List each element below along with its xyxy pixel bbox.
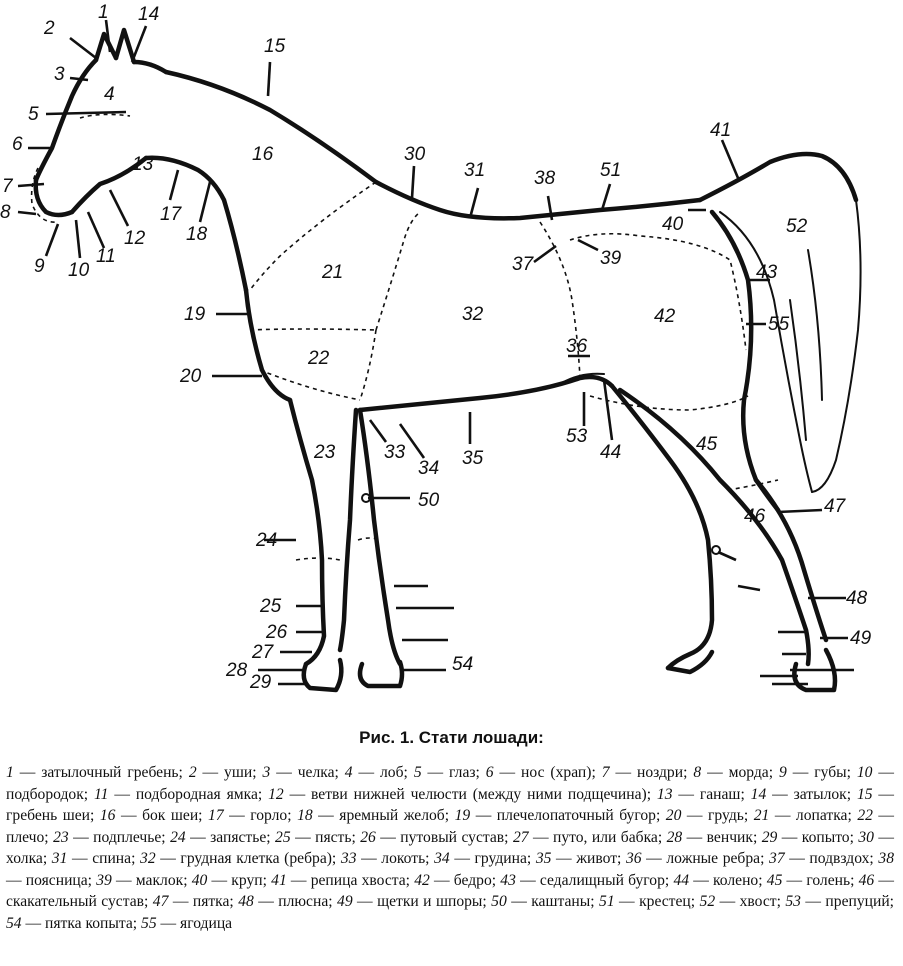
chestnut-marker-hind [712,546,720,554]
region-dividers [32,114,778,560]
legend-term-7: — ноздри; [609,764,694,781]
part-label-28: 28 [226,660,248,681]
part-label-31: 31 [464,160,486,181]
legend-term-9: — губы; [786,764,857,781]
legend-number-16: 16 [99,807,116,824]
legend-term-30: — холка; [6,828,894,867]
part-label-25: 25 [260,596,282,617]
part-label-36: 36 [566,336,588,357]
part-label-55: 55 [768,314,790,335]
legend-term-24: — запястье; [185,828,276,846]
part-label-1: 1 [98,2,109,23]
part-label-5: 5 [28,104,39,125]
legend-term-55: — ягодица [156,914,233,932]
legend-number-4: 4 [344,764,353,781]
legend-number-22: 22 [857,807,873,824]
legend-number-27: 27 [512,828,529,846]
legend-number-31: 31 [51,850,68,867]
legend-term-45: — голень; [782,871,859,889]
part-label-52: 52 [786,216,808,237]
legend-term-29: — копыто; [777,828,859,846]
legend-number-17: 17 [208,807,224,824]
legend-number-46: 46 [858,871,875,889]
legend-term-17: — горло; [223,807,298,824]
legend-number-41: 41 [271,871,287,889]
legend-term-41: — репица хвоста; [286,871,415,889]
legend-number-26: 26 [360,828,376,846]
part-label-10: 10 [68,260,90,281]
legend-term-31: — спина; [67,850,141,867]
part-label-21: 21 [322,262,344,283]
legend-term-47: — пятка; [168,893,239,910]
legend-term-3: — челка; [270,764,345,781]
legend-number-18: 18 [297,807,313,824]
legend-number-50: 50 [491,893,507,910]
legend-number-1: 1 [6,764,14,781]
part-label-13: 13 [132,154,154,175]
part-label-6: 6 [12,134,23,155]
part-label-23: 23 [314,442,336,463]
part-label-54: 54 [452,654,474,675]
legend-term-46: — скакательный сустав; [6,871,895,910]
legend-term-39: — маклок; [111,871,192,889]
legend-number-8: 8 [693,764,702,781]
legend-number-29: 29 [761,828,778,846]
legend-number-30: 30 [858,828,874,846]
legend-number-11: 11 [94,785,109,803]
legend-number-33: 33 [340,850,357,867]
legend-term-13: — ганаш; [672,785,751,803]
legend-term-34: — грудина; [449,850,536,867]
legend-number-10: 10 [856,764,873,781]
legend-number-55: 55 [141,914,157,932]
part-label-30: 30 [404,144,426,165]
legend-number-36: 36 [625,850,642,867]
legend-term-1: — затылочный гребень; [13,764,189,781]
part-label-27: 27 [252,642,274,663]
legend-number-37: 37 [769,850,785,867]
legend-term-10: — подбородок; [6,764,894,803]
legend-number-15: 15 [856,785,873,803]
part-label-24: 24 [256,530,278,551]
legend-number-38: 38 [878,850,894,867]
legend-number-6: 6 [485,764,494,781]
legend-number-51: 51 [599,893,615,910]
legend-term-27: — путо, или бабка; [528,828,667,846]
legend-term-21: — лопатка; [769,807,858,824]
part-label-41: 41 [710,120,732,141]
part-label-43: 43 [756,262,778,283]
part-label-15: 15 [264,36,286,57]
legend-number-54: 54 [6,914,22,932]
legend-number-14: 14 [750,785,767,803]
legend-term-14: — затылок; [766,785,857,803]
legend-number-13: 13 [656,785,673,803]
legend-text [6,762,894,934]
legend-number-25: 25 [275,828,291,846]
part-label-16: 16 [252,144,274,165]
part-label-38: 38 [534,168,556,189]
legend-term-37: — подвздох; [784,850,879,867]
legend-term-19: — плечелопаточный бугор; [470,807,666,824]
legend-term-51: — крестец; [614,893,700,910]
part-label-34: 34 [418,458,440,479]
legend-number-44: 44 [673,871,690,889]
legend-term-15: — гребень шеи; [6,785,895,824]
part-label-39: 39 [600,248,622,269]
legend-term-22: — плечо; [6,807,895,846]
legend-term-25: — пясть; [290,828,361,846]
legend-number-20: 20 [665,807,682,824]
part-label-8: 8 [0,202,11,223]
part-label-12: 12 [124,228,146,249]
legend-term-50: — каштаны; [506,893,600,910]
legend-number-5: 5 [413,764,422,781]
legend-term-32: — грудная клетка (ребра); [155,850,341,867]
legend-number-39: 39 [96,871,112,889]
part-label-40: 40 [662,214,684,235]
legend-term-6: — нос (храп); [493,764,602,781]
part-label-45: 45 [696,434,718,455]
legend-number-45: 45 [766,871,783,889]
legend-term-49: — щетки и шпоры; [352,893,492,910]
legend-term-54: — пятка копыта; [21,914,142,932]
part-label-20: 20 [180,366,202,387]
part-label-53: 53 [566,426,588,447]
part-label-50: 50 [418,490,440,511]
part-label-2: 2 [44,18,55,39]
part-label-35: 35 [462,448,484,469]
part-label-9: 9 [34,256,45,277]
legend-term-44: — колено; [689,871,767,889]
legend-number-19: 19 [454,807,471,824]
legend-number-23: 23 [53,828,69,846]
part-label-46: 46 [744,506,766,527]
legend-number-40: 40 [191,871,208,889]
legend-number-42: 42 [414,871,430,889]
legend-number-2: 2 [188,764,197,781]
legend-number-43: 43 [500,871,516,889]
part-label-37: 37 [512,254,534,275]
part-label-19: 19 [184,304,206,325]
legend-number-48: 48 [238,893,254,910]
legend-term-11: — подбородная ямка; [108,785,269,803]
part-label-26: 26 [266,622,288,643]
part-label-48: 48 [846,588,868,609]
legend-number-49: 49 [337,893,353,910]
legend-term-12: — ветви нижней челюсти (между ними подщечина); [283,785,657,803]
legend-term-18: — яремный желоб; [312,807,455,824]
legend-number-3: 3 [262,764,271,781]
legend-number-35: 35 [535,850,552,867]
legend-number-32: 32 [140,850,156,867]
legend-term-40: — круп; [207,871,272,889]
part-label-32: 32 [462,304,484,325]
legend-term-43: — седалищный бугор; [515,871,674,889]
legend-term-48: — плюсна; [253,893,338,910]
legend-term-35: — живот; [551,850,626,867]
legend-term-5: — глаз; [421,764,486,781]
part-label-14: 14 [138,4,160,25]
legend-term-38: — поясница; [6,871,97,889]
part-label-4: 4 [104,84,115,105]
legend-number-47: 47 [152,893,169,910]
part-label-7: 7 [2,176,13,197]
horse-outline [36,30,861,690]
part-label-47: 47 [824,496,846,517]
part-label-33: 33 [384,442,406,463]
legend-term-42: — бедро; [429,871,501,889]
legend-term-52: — хвост; [715,893,786,910]
part-label-29: 29 [250,672,272,693]
legend-number-9: 9 [778,764,787,781]
part-label-44: 44 [600,442,622,463]
legend-term-53: — препуций; [800,893,894,910]
legend-term-23: — подплечье; [68,828,171,846]
legend-term-20: — грудь; [681,807,754,824]
legend-term-28: — венчик; [682,828,762,846]
legend-term-8: — морда; [701,764,779,781]
part-labels [0,2,872,693]
figure-caption: Рис. 1. Стати лошади: [359,728,544,747]
part-label-18: 18 [186,224,208,245]
part-label-11: 11 [96,246,116,267]
part-label-42: 42 [654,306,676,327]
part-label-3: 3 [54,64,65,85]
part-label-22: 22 [308,348,330,369]
part-label-49: 49 [850,628,872,649]
legend-term-33: — локоть; [356,850,435,867]
part-label-51: 51 [600,160,622,181]
legend-number-21: 21 [753,807,770,824]
legend-term-16: — бок шеи; [115,807,209,824]
legend-number-7: 7 [601,764,610,781]
legend-number-12: 12 [268,785,284,803]
legend-term-36: — ложные ребра; [641,850,770,867]
legend-number-24: 24 [170,828,186,846]
legend-number-34: 34 [434,850,450,867]
legend-number-28: 28 [666,828,683,846]
legend-term-4: — лоб; [352,764,414,781]
part-label-17: 17 [160,204,182,225]
legend-term-2: — уши; [196,764,263,781]
legend-term-26: — путовый сустав; [375,828,513,846]
legend-number-52: 52 [699,893,716,910]
legend-number-53: 53 [785,893,801,910]
